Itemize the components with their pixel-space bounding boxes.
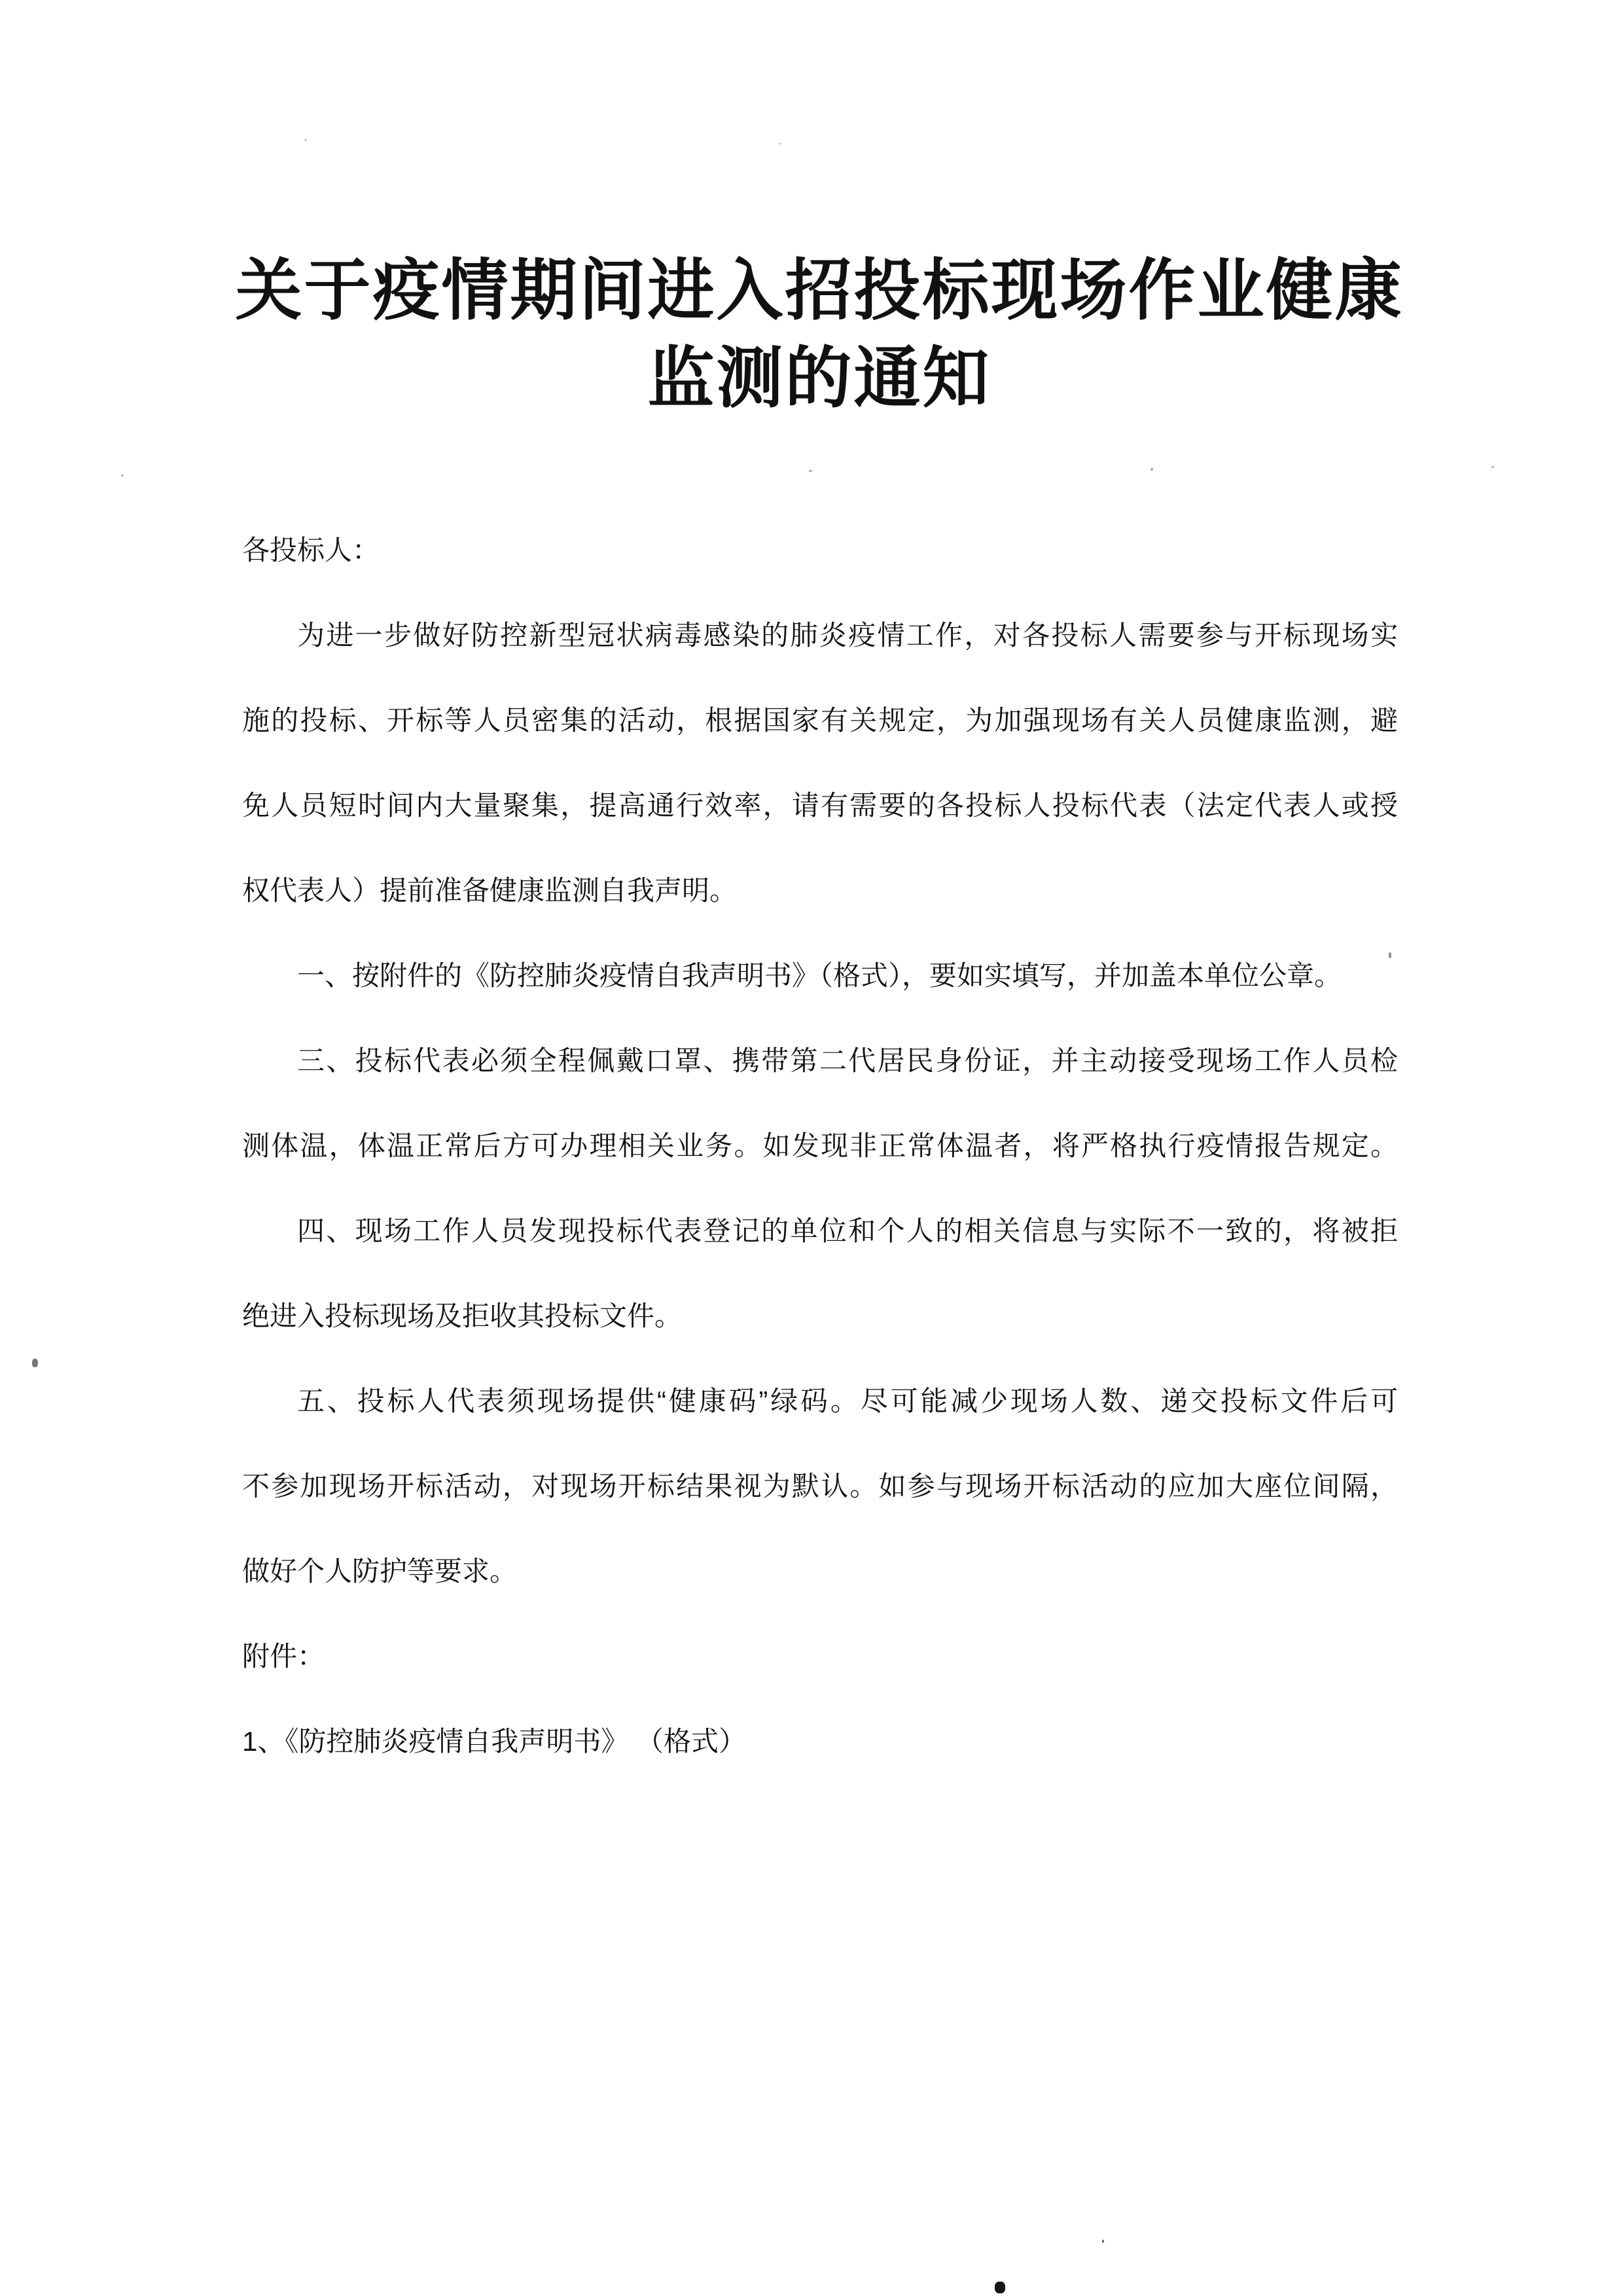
- scan-speck: [809, 470, 812, 472]
- body-line: 三、投标代表必须全程佩戴口罩、携带第二代居民身份证，并主动接受现场工作人员检: [297, 1045, 1398, 1076]
- body-line: 绝进入投标现场及拒收其投标文件。: [242, 1300, 683, 1331]
- document-title: [234, 247, 1405, 422]
- scan-speck: [1389, 952, 1391, 958]
- body-line: 附件：: [242, 1641, 325, 1672]
- body-line: 做好个人防护等要求。: [242, 1556, 518, 1587]
- body-line: 为进一步做好防控新型冠状病毒感染的肺炎疫情工作，对各投标人需要参与开标现场实: [297, 620, 1398, 651]
- body-line: 测体温，体温正常后方可办理相关业务。如发现非正常体温者，将严格执行疫情报告规定。: [242, 1130, 1398, 1161]
- scan-speck: [995, 2282, 1005, 2293]
- body-line: 施的投标、开标等人员密集的活动，根据国家有关规定，为加强现场有关人员健康监测，避: [242, 705, 1398, 736]
- scan-speck: [779, 143, 781, 145]
- scan-speck: [1491, 466, 1494, 468]
- document-body: [242, 508, 1398, 1784]
- body-line: 各投标人：: [242, 535, 380, 565]
- body-line: 一、按附件的《防控肺炎疫情自我声明书》（格式），要如实填写，并加盖本单位公章。: [297, 960, 1342, 991]
- body-line: 免人员短时间内大量聚集，提高通行效率，请有需要的各投标人投标代表（法定代表人或授: [242, 790, 1398, 821]
- body-line: 权代表人）提前准备健康监测自我声明。: [242, 875, 738, 906]
- document-title-line-1: 关于疫情期间进入招投标现场作业健康: [235, 253, 1404, 328]
- scan-speck: [304, 139, 307, 141]
- body-line: 五、投标人代表须现场提供“健康码”绿码。尽可能减少现场人数、递交投标文件后可: [297, 1386, 1398, 1416]
- scan-speck: [1150, 468, 1153, 471]
- scan-speck: [32, 1359, 38, 1367]
- body-line: 不参加现场开标活动，对现场开标结果视为默认。如参与现场开标活动的应加大座位间隔，: [242, 1471, 1398, 1501]
- document-title-line-2: 监测的通知: [647, 341, 991, 416]
- scan-speck: [121, 475, 124, 476]
- body-line: 1、《防控肺炎疫情自我声明书》 （格式）: [242, 1726, 747, 1757]
- scan-speck: [1102, 2240, 1104, 2243]
- body-line: 四、现场工作人员发现投标代表登记的单位和个人的相关信息与实际不一致的，将被拒: [297, 1215, 1398, 1246]
